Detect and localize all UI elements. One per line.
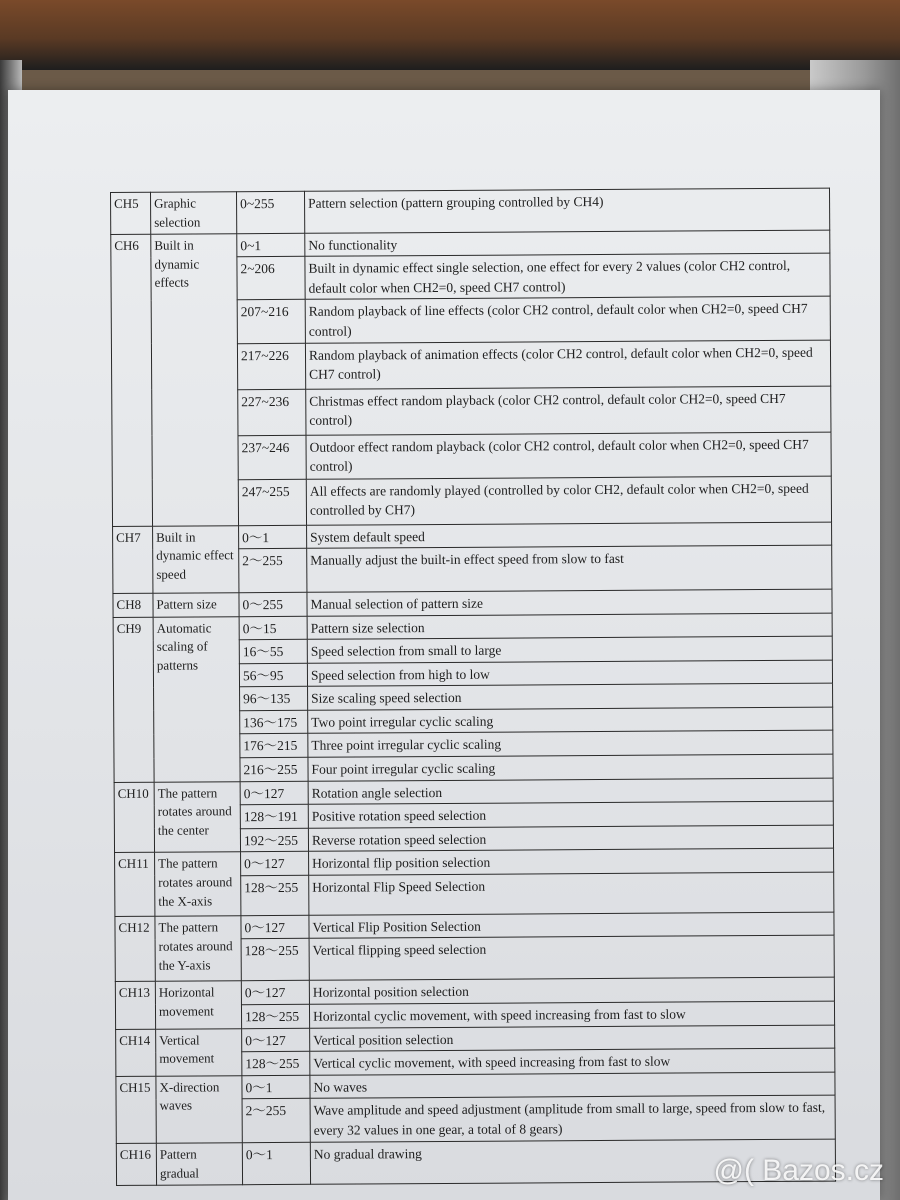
description-cell: Four point irregular cyclic scaling <box>308 754 833 781</box>
watermark: @( Bazos.cz <box>713 1154 884 1187</box>
description-cell: Wave amplitude and speed adjustment (amplitude from small to large, speed from slow to fast, every 32 values in one gear, a total of 8 gears) <box>310 1095 835 1142</box>
description-cell: System default speed <box>307 522 832 549</box>
channel-cell: CH6 <box>111 234 153 526</box>
value-range-cell: 237~246 <box>238 435 306 479</box>
description-cell: Vertical cyclic movement, with speed increasing from fast to slow <box>310 1048 835 1075</box>
function-cell: Vertical movement <box>156 1028 242 1076</box>
description-cell: Built in dynamic effect single selection, one effect for every 2 values (color CH2 control, default color when CH2=0, speed CH7 control) <box>305 253 830 299</box>
value-range-cell: 128～255 <box>241 875 309 915</box>
channel-cell: CH7 <box>113 526 153 594</box>
channel-cell: CH8 <box>113 593 153 617</box>
description-cell: Positive rotation speed selection <box>308 801 833 828</box>
dmx-table-body <box>111 188 836 1185</box>
value-range-cell: 216～255 <box>240 757 308 781</box>
description-cell: No waves <box>310 1072 835 1099</box>
function-cell: Pattern size <box>153 593 239 617</box>
description-cell: Pattern selection (pattern grouping controlled by CH4) <box>304 188 829 233</box>
channel-cell: CH16 <box>116 1143 156 1185</box>
channel-cell: CH12 <box>115 916 155 982</box>
value-range-cell: 176～215 <box>240 734 308 758</box>
value-range-cell: 2~206 <box>237 257 305 301</box>
channel-cell: CH15 <box>116 1076 156 1144</box>
value-range-cell: 227~236 <box>238 389 306 435</box>
function-cell: The pattern rotates around the center <box>154 781 240 852</box>
value-range-cell: 192～255 <box>240 828 308 852</box>
value-range-cell: 207~216 <box>237 300 305 344</box>
description-cell: Horizontal flip position selection <box>309 848 834 875</box>
description-cell: Christmas effect random playback (color CH2 control, default color CH2=0, speed CH7 control) <box>306 386 831 435</box>
value-range-cell: 2～255 <box>242 1098 310 1142</box>
value-range-cell: 0～127 <box>241 852 309 876</box>
description-cell: Random playback of animation effects (color CH2 control, default color when CH2=0, speed CH7 control) <box>305 340 830 389</box>
description-cell: Speed selection from high to low <box>307 660 832 687</box>
channel-cell: CH10 <box>114 782 154 853</box>
value-range-cell: 0～1 <box>239 525 307 549</box>
value-range-cell: 128～255 <box>242 1051 310 1075</box>
description-cell: Vertical position selection <box>310 1025 835 1052</box>
value-range-cell: 56～95 <box>239 663 307 687</box>
value-range-cell: 247~255 <box>238 479 306 525</box>
value-range-cell: 128～255 <box>241 1004 309 1028</box>
description-cell: Horizontal Flip Speed Selection <box>309 872 834 915</box>
value-range-cell: 0～1 <box>242 1142 310 1184</box>
value-range-cell: 0~1 <box>237 233 305 257</box>
value-range-cell: 0~255 <box>237 191 305 233</box>
description-cell: No gradual drawing <box>310 1139 835 1184</box>
function-cell: X-direction waves <box>156 1075 242 1143</box>
description-cell: Horizontal position selection <box>309 977 834 1004</box>
description-cell: Vertical flipping speed selection <box>309 935 834 980</box>
function-cell: The pattern rotates around the Y-axis <box>155 916 241 982</box>
channel-cell: CH14 <box>116 1029 156 1076</box>
value-range-cell: 0～127 <box>241 915 309 939</box>
value-range-cell: 96～135 <box>240 687 308 711</box>
function-cell: Automatic scaling of patterns <box>153 616 240 781</box>
description-cell: Outdoor effect random playback (color CH2 control, default color when CH2=0, speed CH7 control) <box>306 432 831 479</box>
value-range-cell: 0～127 <box>240 781 308 805</box>
description-cell: No functionality <box>305 230 830 257</box>
description-cell: Two point irregular cyclic scaling <box>308 707 833 734</box>
value-range-cell: 217~226 <box>237 343 305 389</box>
description-cell: Pattern size selection <box>307 613 832 640</box>
channel-cell: CH13 <box>115 982 155 1029</box>
description-cell: All effects are randomly played (controlled by color CH2, default color when CH2=0, speed controlled by CH7) <box>306 476 831 525</box>
value-range-cell: 128～191 <box>240 804 308 828</box>
channel-cell: CH5 <box>111 192 151 234</box>
description-cell: Three point irregular cyclic scaling <box>308 731 833 758</box>
function-cell: Built in dynamic effects <box>151 233 239 525</box>
description-cell: Reverse rotation speed selection <box>308 825 833 852</box>
description-cell: Speed selection from small to large <box>307 636 832 663</box>
value-range-cell: 2～255 <box>239 548 307 592</box>
function-cell: Pattern gradual <box>156 1143 242 1185</box>
function-cell: Built in dynamic effect speed <box>153 525 239 593</box>
description-cell: Vertical Flip Position Selection <box>309 912 834 939</box>
description-cell: Size scaling speed selection <box>308 683 833 710</box>
function-cell: Horizontal movement <box>155 981 241 1029</box>
description-cell: Random playback of line effects (color CH2 control, default color when CH2=0, speed CH7 control) <box>305 296 830 342</box>
function-cell: Graphic selection <box>151 192 237 234</box>
description-cell: Rotation angle selection <box>308 778 833 805</box>
dmx-channel-table <box>110 188 836 1186</box>
value-range-cell: 0～127 <box>242 1028 310 1052</box>
value-range-cell: 128～255 <box>241 939 309 981</box>
function-cell: The pattern rotates around the X-axis <box>155 852 241 916</box>
value-range-cell: 0～255 <box>239 592 307 616</box>
value-range-cell: 0～1 <box>242 1075 310 1099</box>
description-cell: Manually adjust the built-in effect speed from slow to fast <box>307 545 832 592</box>
value-range-cell: 16～55 <box>239 639 307 663</box>
description-cell: Manual selection of pattern size <box>307 589 832 616</box>
value-range-cell: 136～175 <box>240 710 308 734</box>
value-range-cell: 0～15 <box>239 616 307 640</box>
channel-cell: CH11 <box>115 852 155 916</box>
channel-cell: CH9 <box>113 617 154 782</box>
table-row <box>111 188 830 234</box>
value-range-cell: 0～127 <box>241 981 309 1005</box>
description-cell: Horizontal cyclic movement, with speed increasing from fast to slow <box>309 1001 834 1028</box>
desk-background <box>0 0 900 70</box>
